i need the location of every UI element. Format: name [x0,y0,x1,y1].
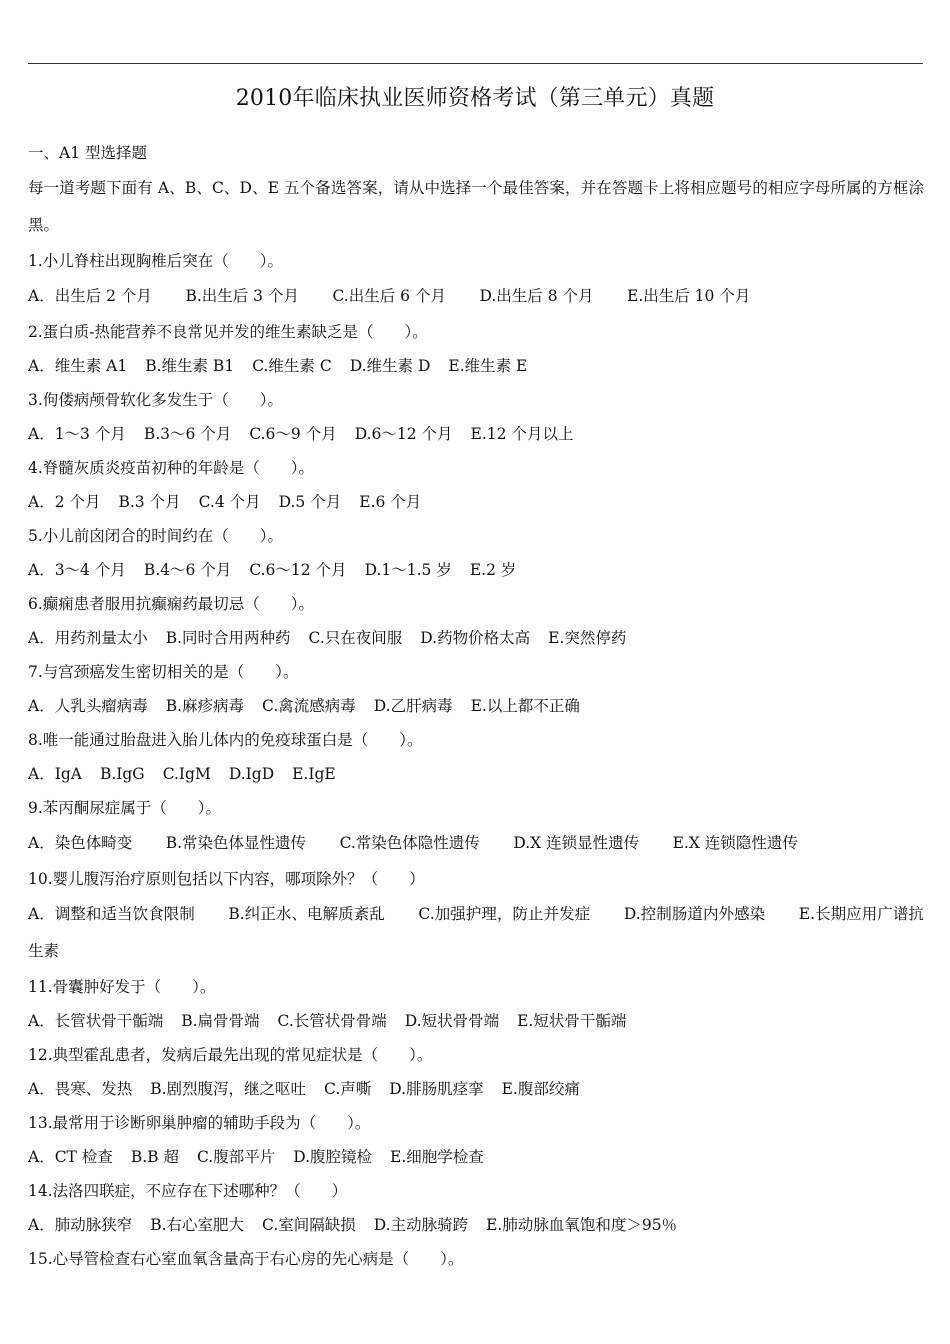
question-options [28,757,924,791]
section-heading: 一、A1 型选择题 [28,144,147,162]
question-options [28,349,924,383]
answer-option: A．1～3 个月 [28,425,126,443]
question-list [28,244,924,1276]
question-options [28,1140,924,1174]
question-options [28,1004,924,1038]
answer-option: C.6～12 个月 [249,561,347,579]
answer-option: E.腹部绞痛 [501,1080,580,1098]
answer-option: A．维生素 A1 [28,357,128,375]
answer-option: A．调整和适当饮食限制 [28,905,195,923]
answer-option: B.常染色体显性遗传 [165,834,307,852]
answer-option: E.细胞学检查 [390,1148,484,1166]
question-options [28,1208,924,1242]
answer-option: E.6 个月 [359,493,422,511]
answer-option: B.扁骨骨端 [181,1012,260,1030]
answer-option: C.腹部平片 [196,1148,276,1166]
answer-option: C.出生后 6 个月 [332,287,446,305]
answer-option: D.药物价格太高 [420,629,531,647]
question-stem: 10.婴儿腹泻治疗原则包括以下内容，哪项除外？（ ） [28,870,425,888]
answer-option: E.肺动脉血氧饱和度＞95％ [486,1216,678,1234]
answer-option: A．IgA [28,765,82,783]
answer-option: B.B 超 [130,1148,179,1166]
answer-option: C.6～9 个月 [249,425,337,443]
question-stem: 9.苯丙酮尿症属于（ ）。 [28,799,222,817]
answer-option: D.出生后 8 个月 [479,287,594,305]
answer-option: A．CT 检查 [28,1148,113,1166]
answer-option: E.IgE [292,765,336,783]
answer-option: B.3 个月 [118,493,181,511]
answer-option: E.12 个月以上 [470,425,574,443]
answer-option: A．用药剂量太小 [28,629,148,647]
answer-option: B.出生后 3 个月 [185,287,299,305]
question-stem: 3.佝偻病颅骨软化多发生于（ ）。 [28,391,284,409]
question-options [28,485,924,519]
answer-option: D.X 连锁显性遗传 [513,834,640,852]
question-options [28,417,924,451]
answer-option: D.短状骨骨端 [404,1012,500,1030]
answer-option: B.3～6 个月 [143,425,232,443]
question-stem: 11.骨囊肿好发于（ ）。 [28,978,216,996]
exam-content [28,136,924,1276]
answer-option: D.腹腔镜检 [293,1148,373,1166]
question-stem: 4.脊髓灰质炎疫苗初种的年龄是（ ）。 [28,459,315,477]
question-options [28,553,924,587]
answer-option: E.短状骨干骺端 [517,1012,627,1030]
answer-option: D.5 个月 [278,493,342,511]
answer-option: A．出生后 2 个月 [28,287,152,305]
answer-option: A．2 个月 [28,493,101,511]
answer-option: E.长期应用广谱抗生素 [28,905,924,960]
answer-option: D.控制肠道内外感染 [623,905,766,923]
answer-option: D.腓肠肌痉挛 [389,1080,484,1098]
question-stem: 7.与宫颈癌发生密切相关的是（ ）。 [28,663,299,681]
question-options [28,621,924,655]
answer-option: A．3～4 个月 [28,561,126,579]
page-title: 2010年临床执业医师资格考试（第三单元）真题 [235,86,715,111]
answer-option: C.长管状骨骨端 [277,1012,387,1030]
question-options [28,825,924,862]
answer-option: C.声嘶 [324,1080,372,1098]
answer-option: B.同时合用两种药 [165,629,291,647]
answer-option: C.维生素 C [252,357,332,375]
answer-option: C.室间隔缺损 [262,1216,356,1234]
question-options [28,689,924,723]
answer-option: D.1～1.5 岁 [364,561,452,579]
answer-option: D.维生素 D [349,357,431,375]
question-stem: 15.心导管检查右心室血氧含量高于右心房的先心病是（ ）。 [28,1250,464,1268]
question-stem: 13.最常用于诊断卵巢肿瘤的辅助手段为（ ）。 [28,1114,371,1132]
answer-option: D.IgD [228,765,275,783]
answer-option: B.右心室肥大 [150,1216,245,1234]
question-stem: 12.典型霍乱患者，发病后最先出现的常见症状是（ ）。 [28,1046,433,1064]
answer-option: A．畏寒、发热 [28,1080,133,1098]
question-options [28,1072,924,1106]
answer-option: B.4～6 个月 [143,561,232,579]
answer-option: B.纠正水、电解质紊乱 [228,905,385,923]
question-stem: 6.癫痫患者服用抗癫痫药最切忌（ ）。 [28,595,315,613]
question-stem: 1.小儿脊柱出现胸椎后突在（ ）。 [28,252,284,270]
answer-option: E.X 连锁隐性遗传 [672,834,798,852]
answer-option: C.禽流感病毒 [262,697,356,715]
answer-option: C.只在夜间服 [308,629,403,647]
question-stem: 8.唯一能通过胎盘进入胎儿体内的免疫球蛋白是（ ）。 [28,731,423,749]
header-rule [28,63,923,64]
question-stem: 14.法洛四联症，不应存在下述哪种？（ ） [28,1182,348,1200]
answer-option: B.维生素 B1 [145,357,235,375]
answer-option: E.出生后 10 个月 [627,287,751,305]
answer-option: C.IgM [162,765,211,783]
answer-option: E.以上都不正确 [470,697,580,715]
answer-option: A．人乳头瘤病毒 [28,697,148,715]
section-instruction: 每一道考题下面有 A、B、C、D、E 五个备选答案，请从中选择一个最佳答案，并在答题卡上将相应题号的相应字母所属的方框涂黑。 [28,179,924,234]
question-stem: 2.蛋白质-热能营养不良常见并发的维生素缺乏是（ ）。 [28,323,428,341]
answer-option: C.4 个月 [198,493,261,511]
question-options [28,278,924,315]
answer-option: E.突然停药 [548,629,627,647]
answer-option: D.6～12 个月 [354,425,453,443]
answer-option: A．染色体畸变 [28,834,133,852]
answer-option: A．肺动脉狭窄 [28,1216,133,1234]
question-stem: 5.小儿前囟闭合的时间约在（ ）。 [28,527,284,545]
answer-option: E.维生素 E [448,357,528,375]
answer-option: C.常染色体隐性遗传 [339,834,480,852]
answer-option: D.乙肝病毒 [373,697,453,715]
answer-option: C.加强护理，防止并发症 [418,905,591,923]
answer-option: B.麻疹病毒 [165,697,245,715]
answer-option: B.IgG [99,765,145,783]
answer-option: B.剧烈腹泻，继之呕吐 [150,1080,307,1098]
answer-option: E.2 岁 [469,561,517,579]
answer-option: D.主动脉骑跨 [373,1216,469,1234]
answer-option: A．长管状骨干骺端 [28,1012,164,1030]
question-options [28,896,924,970]
